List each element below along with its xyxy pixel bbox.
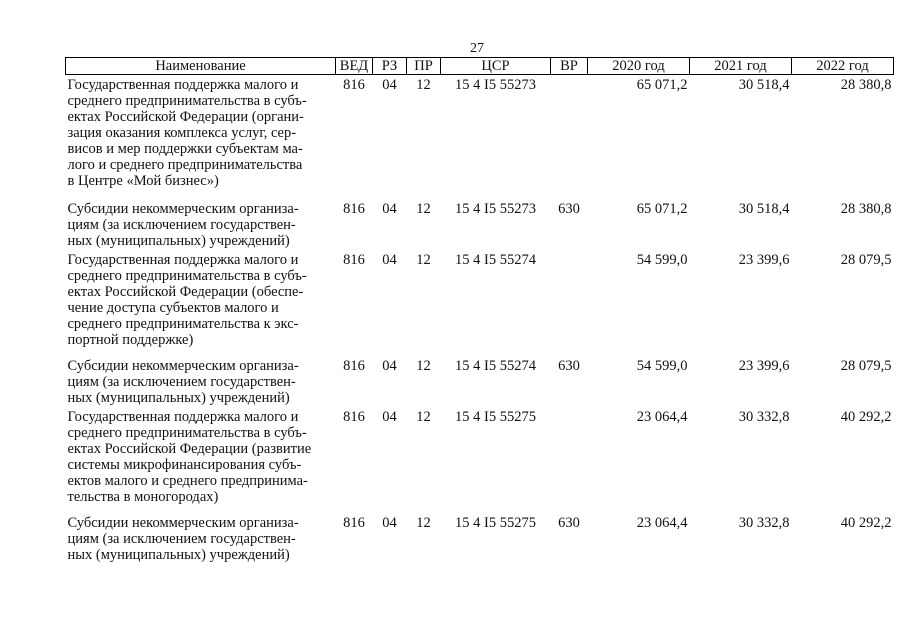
row-name-line: зация оказания комплекса услуг, сер- [67, 125, 297, 141]
row-vr [551, 407, 588, 513]
row-name-line: среднего предпринимательства в субъ- [67, 93, 307, 109]
row-name-line: портной поддержке) [67, 331, 194, 348]
row-csr: 15 4 I5 55275 [455, 514, 536, 531]
row-pr: 12 [416, 200, 431, 217]
row-name-line: в Центре «Мой бизнес») [67, 173, 219, 189]
row-name-line: тельства в моногородах) [67, 488, 219, 505]
table-row [66, 407, 894, 513]
row-vr [551, 250, 588, 356]
row-name-line: ектах Российской Федерации (развитие [67, 440, 312, 457]
row-name-line: Субсидии некоммерческим организа- [67, 200, 299, 217]
row-ved: 816 [343, 77, 365, 93]
row-name-line: ных (муниципальных) учреждений) [67, 546, 290, 563]
row-name-line: Государственная поддержка малого и [67, 77, 299, 93]
row-pr: 12 [416, 514, 431, 531]
row-amount-2020: 23 064,4 [636, 408, 688, 425]
row-name-line: ных (муниципальных) учреждений) [67, 389, 290, 406]
row-amount-2020: 54 599,0 [636, 251, 688, 268]
row-rz: 04 [382, 357, 397, 374]
row-csr: 15 4 I5 55275 [455, 408, 536, 425]
row-name [66, 199, 336, 250]
row-amount-2021: 30 518,4 [738, 200, 790, 217]
row-name-line: циям (за исключением государствен- [67, 373, 296, 390]
row-rz: 04 [382, 77, 397, 93]
row-pr: 12 [416, 77, 431, 93]
row-csr: 15 4 I5 55274 [455, 357, 536, 374]
row-name-line: среднего предпринимательства к экс- [67, 315, 299, 332]
row-name [66, 75, 336, 199]
row-name-line: среднего предпринимательства в субъ- [67, 424, 307, 441]
row-vr [551, 75, 588, 199]
table-header-row [66, 58, 894, 75]
header-rz: РЗ [373, 58, 407, 75]
row-ved: 816 [343, 357, 365, 374]
row-amount-2020: 65 071,2 [636, 77, 688, 93]
row-name-line: среднего предпринимательства в субъ- [67, 267, 307, 284]
row-amount-2022: 28 079,5 [840, 251, 892, 268]
row-name-line: чение доступа субъектов малого и [67, 299, 279, 316]
row-name-line: ектов малого и среднего предпринима- [67, 472, 308, 489]
row-vr: 630 [558, 514, 580, 531]
header-year-2022: 2022 год [792, 58, 894, 75]
row-pr: 12 [416, 357, 431, 374]
row-name [66, 407, 336, 513]
row-amount-2021: 30 518,4 [738, 77, 790, 93]
row-amount-2022: 28 079,5 [840, 357, 892, 374]
row-amount-2021: 23 399,6 [738, 251, 790, 268]
header-name: Наименование [66, 58, 336, 75]
row-amount-2021: 30 332,8 [738, 514, 790, 531]
row-rz: 04 [382, 514, 397, 531]
table-body [66, 75, 894, 564]
row-name-line: Государственная поддержка малого и [67, 251, 299, 268]
row-pr: 12 [416, 408, 431, 425]
row-name-line: Государственная поддержка малого и [67, 408, 299, 425]
header-year-2020: 2020 год [588, 58, 690, 75]
row-amount-2020: 65 071,2 [636, 200, 688, 217]
row-name-line: циям (за исключением государствен- [67, 216, 296, 233]
row-pr: 12 [416, 251, 431, 268]
row-amount-2020: 54 599,0 [636, 357, 688, 374]
row-rz: 04 [382, 200, 397, 217]
row-ved: 816 [343, 408, 365, 425]
row-name [66, 250, 336, 356]
table-row [66, 75, 894, 199]
row-csr: 15 4 I5 55273 [455, 200, 536, 217]
row-amount-2022: 40 292,2 [840, 514, 892, 531]
row-rz: 04 [382, 408, 397, 425]
row-ved: 816 [343, 200, 365, 217]
page-number: 27 [470, 41, 484, 56]
row-amount-2021: 30 332,8 [738, 408, 790, 425]
row-amount-2022: 40 292,2 [840, 408, 892, 425]
row-name-line: Субсидии некоммерческим организа- [67, 514, 299, 531]
row-csr: 15 4 I5 55274 [455, 251, 536, 268]
table-row [66, 199, 894, 250]
row-name [66, 356, 336, 407]
header-vr: ВР [551, 58, 588, 75]
row-name-line: ектах Российской Федерации (органи- [67, 109, 304, 125]
row-name-line: висов и мер поддержки субъектам ма- [67, 141, 303, 157]
row-amount-2022: 28 380,8 [840, 200, 892, 217]
row-name-line: лого и среднего предпринимательства [67, 157, 303, 173]
row-name-line: системы микрофинансирования субъ- [67, 456, 302, 473]
budget-table [65, 57, 894, 564]
row-name-line: ектах Российской Федерации (обеспе- [67, 283, 304, 300]
header-ved: ВЕД [336, 58, 373, 75]
row-csr: 15 4 I5 55273 [455, 77, 536, 93]
row-amount-2020: 23 064,4 [636, 514, 688, 531]
row-amount-2021: 23 399,6 [738, 357, 790, 374]
row-amount-2022: 28 380,8 [840, 77, 892, 93]
header-year-2021: 2021 год [690, 58, 792, 75]
header-csr: ЦСР [441, 58, 551, 75]
table-row [66, 356, 894, 407]
row-ved: 816 [343, 251, 365, 268]
row-name-line: ных (муниципальных) учреждений) [67, 232, 290, 249]
row-vr: 630 [558, 357, 580, 374]
row-rz: 04 [382, 251, 397, 268]
row-ved: 816 [343, 514, 365, 531]
row-vr: 630 [558, 200, 580, 217]
table-row [66, 513, 894, 564]
row-name-line: Субсидии некоммерческим организа- [67, 357, 299, 374]
header-pr: ПР [407, 58, 441, 75]
row-name-line: циям (за исключением государствен- [67, 530, 296, 547]
row-name [66, 513, 336, 564]
table-row [66, 250, 894, 356]
